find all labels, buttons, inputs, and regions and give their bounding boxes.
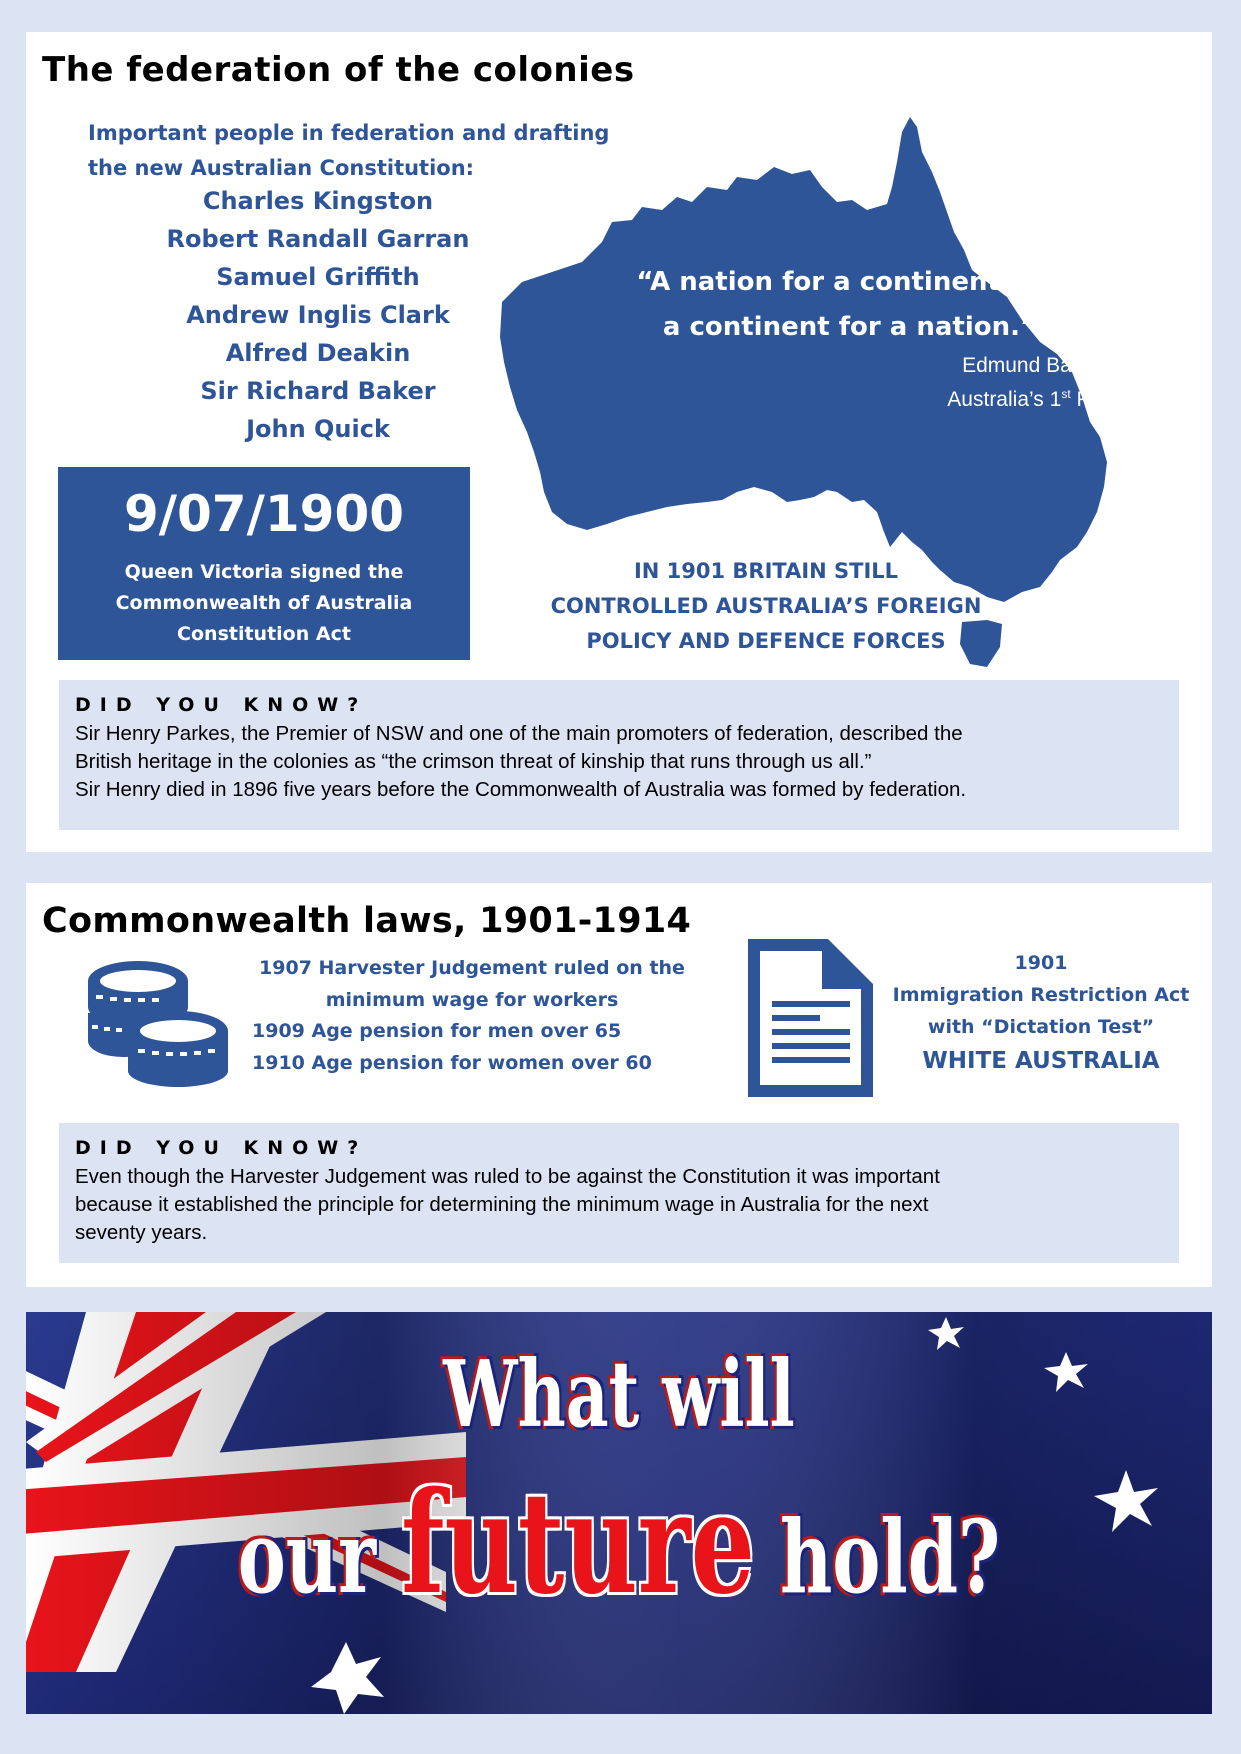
britain-control-note xyxy=(496,554,1036,659)
date-desc-line: Commonwealth of Australia xyxy=(115,592,413,614)
people-list xyxy=(108,182,528,448)
date-desc-line: Queen Victoria signed the xyxy=(124,561,404,583)
did-you-know-line: Even though the Harvester Judgement was ruled to be against the Constitution it was important xyxy=(75,1165,940,1188)
constitution-date: 9/07/1900 xyxy=(123,485,405,543)
did-you-know-box xyxy=(59,680,1179,830)
document-icon xyxy=(748,939,873,1097)
quote-line: a continent for a nation.” xyxy=(662,312,1038,342)
immigration-test: with “Dictation Test” xyxy=(927,1016,1155,1038)
did-you-know-line: because it established the principle for determining the minimum wage in Australia for the next xyxy=(75,1193,929,1216)
banner-word-our: our xyxy=(237,1498,377,1616)
did-you-know-box xyxy=(59,1123,1179,1263)
federation-panel xyxy=(26,32,1212,852)
did-you-know-line: Sir Henry died in 1896 five years before the Commonwealth of Australia was formed by federation. xyxy=(75,778,967,801)
immigration-act xyxy=(876,947,1206,1079)
person-name: Charles Kingston xyxy=(202,187,434,215)
law-item: 1907 Harvester Judgement ruled on the xyxy=(259,957,685,979)
person-name: Sir Richard Baker xyxy=(200,377,436,405)
banner-headline-line1: What will xyxy=(443,1340,795,1448)
britain-note-line: POLICY AND DEFENCE FORCES xyxy=(586,629,946,653)
did-you-know-text xyxy=(75,720,1165,804)
laws-panel xyxy=(26,883,1212,1287)
immigration-act-name: Immigration Restriction Act xyxy=(892,984,1190,1006)
person-name: Samuel Griffith xyxy=(216,263,420,291)
did-you-know-title: DID YOU KNOW? xyxy=(75,694,368,716)
people-heading: Important people in federation and drafting the new Australian Constitution: xyxy=(88,121,610,180)
banner-word-hold: hold? xyxy=(779,1498,1001,1616)
did-you-know-line: Sir Henry Parkes, the Premier of NSW and one of the main promoters of federation, described the xyxy=(75,722,963,745)
britain-note-line: CONTROLLED AUSTRALIA’S FOREIGN xyxy=(550,594,982,618)
quote-role-sup: st xyxy=(1061,387,1071,401)
did-you-know-line: British heritage in the colonies as “the crimson threat of kinship that runs through us all.” xyxy=(75,750,872,773)
quote-attribution xyxy=(806,352,1108,414)
law-item: 1910 Age pension for women over 60 xyxy=(252,1051,652,1074)
coin-stack-icon xyxy=(86,953,231,1088)
constitution-date-description xyxy=(58,557,470,650)
quote-author: Edmund Barton xyxy=(962,354,1108,377)
flag-banner xyxy=(26,1312,1212,1714)
did-you-know-title: DID YOU KNOW? xyxy=(75,1137,368,1159)
law-item: 1909 Age pension for men over 65 xyxy=(252,1020,622,1042)
laws-title: Commonwealth laws, 1901-1914 xyxy=(42,901,692,941)
quote-role-text: Australia’s 1 xyxy=(947,388,1062,411)
quote-role-suffix: PM xyxy=(1070,388,1108,411)
immigration-year: 1901 xyxy=(1014,952,1068,974)
law-item: minimum wage for workers xyxy=(325,988,619,1011)
quote-line: “A nation for a continent and xyxy=(636,267,1064,297)
date-desc-line: Constitution Act xyxy=(177,623,351,645)
banner-headline-line2 xyxy=(192,1462,1046,1626)
constitution-date-box xyxy=(58,467,470,660)
banner-word-future: future xyxy=(401,1462,755,1626)
did-you-know-text xyxy=(75,1163,1165,1247)
laws-list xyxy=(252,953,692,1079)
did-you-know-line: seventy years. xyxy=(75,1221,208,1244)
person-name: Alfred Deakin xyxy=(225,339,411,367)
person-name: John Quick xyxy=(246,415,390,443)
person-name: Robert Randall Garran xyxy=(166,225,470,253)
person-name: Andrew Inglis Clark xyxy=(186,301,450,329)
quote-role xyxy=(806,380,1108,414)
barton-quote xyxy=(580,260,1120,350)
federation-title: The federation of the colonies xyxy=(42,50,635,90)
white-australia-label: WHITE AUSTRALIA xyxy=(922,1048,1160,1074)
britain-note-line: IN 1901 BRITAIN STILL xyxy=(633,559,899,583)
